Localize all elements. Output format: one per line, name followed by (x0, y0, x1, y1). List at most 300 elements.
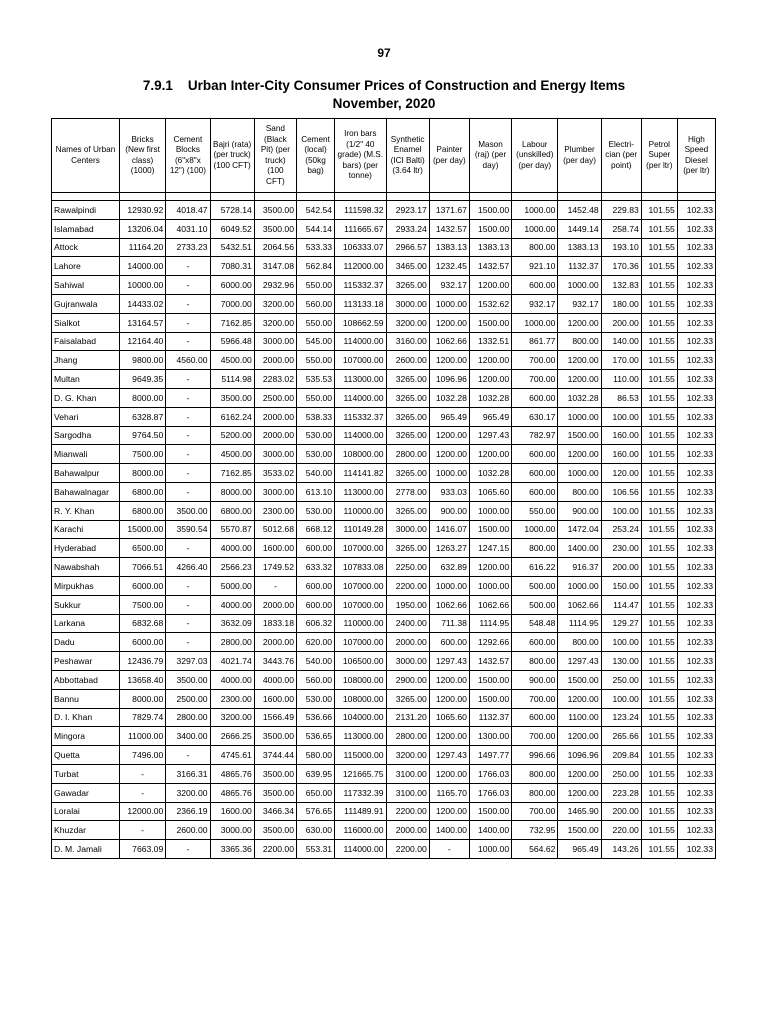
price-cell: 1449.14 (558, 219, 601, 238)
price-cell: - (254, 576, 296, 595)
price-cell: 650.00 (296, 783, 334, 802)
price-cell: 550.00 (296, 388, 334, 407)
price-cell: 114000.00 (335, 840, 386, 859)
price-cell: 1452.48 (558, 201, 601, 220)
price-cell: 200.00 (601, 558, 641, 577)
price-cell: 1383.13 (429, 238, 469, 257)
price-cell: 101.55 (641, 539, 677, 558)
price-cell: 535.53 (296, 370, 334, 389)
price-cell: 1200.00 (558, 370, 601, 389)
price-cell: 8000.00 (119, 464, 165, 483)
price-cell: 632.89 (429, 558, 469, 577)
price-cell: 1200.00 (429, 802, 469, 821)
price-cell: 1400.00 (469, 821, 511, 840)
price-cell: 8000.00 (119, 388, 165, 407)
price-cell: 700.00 (512, 802, 558, 821)
price-cell: 6832.68 (119, 614, 165, 633)
price-cell: 2000.00 (254, 407, 296, 426)
price-cell: 123.24 (601, 708, 641, 727)
price-cell: 106333.07 (335, 238, 386, 257)
price-cell: 13206.04 (119, 219, 165, 238)
price-cell: 101.55 (641, 576, 677, 595)
price-cell: 932.17 (429, 276, 469, 295)
city-name-cell: D. I. Khan (52, 708, 120, 727)
price-cell: 101.55 (641, 426, 677, 445)
price-cell: 120.00 (601, 464, 641, 483)
table-row (52, 708, 716, 727)
column-header: Painter (per day) (429, 119, 469, 193)
price-cell: 114.47 (601, 595, 641, 614)
price-cell: 1400.00 (429, 821, 469, 840)
price-cell: 2600.00 (166, 821, 210, 840)
price-cell: 2300.00 (254, 501, 296, 520)
price-cell: 1200.00 (558, 351, 601, 370)
price-cell: 101.55 (641, 840, 677, 859)
price-cell: 3265.00 (386, 501, 429, 520)
price-cell: 7663.09 (119, 840, 165, 859)
price-cell: 500.00 (512, 576, 558, 595)
price-cell: - (166, 614, 210, 633)
price-cell: 1200.00 (429, 426, 469, 445)
price-cell: 1500.00 (469, 219, 511, 238)
price-cell: 8000.00 (119, 689, 165, 708)
price-cell: 1297.43 (429, 652, 469, 671)
price-cell: 3265.00 (386, 407, 429, 426)
price-cell: 2366.19 (166, 802, 210, 821)
table-row (52, 501, 716, 520)
price-cell: 108662.59 (335, 313, 386, 332)
price-cell: 2966.57 (386, 238, 429, 257)
city-name-cell: Vehari (52, 407, 120, 426)
price-cell: 115332.37 (335, 407, 386, 426)
price-cell: 530.00 (296, 445, 334, 464)
price-cell: 107000.00 (335, 633, 386, 652)
price-cell: 600.00 (512, 276, 558, 295)
price-cell: 3200.00 (254, 294, 296, 313)
column-header: Electri- cian (per point) (601, 119, 641, 193)
price-cell: 110000.00 (335, 501, 386, 520)
city-name-cell: D. M. Jamali (52, 840, 120, 859)
price-cell: 3200.00 (166, 783, 210, 802)
price-cell: 102.33 (677, 746, 715, 765)
price-cell: 1292.66 (469, 633, 511, 652)
column-header: Names of Urban Centers (52, 119, 120, 193)
price-cell: 1000.00 (512, 219, 558, 238)
city-name-cell: Larkana (52, 614, 120, 633)
price-cell: 102.33 (677, 201, 715, 220)
price-cell: 576.65 (296, 802, 334, 821)
price-cell: 1200.00 (429, 727, 469, 746)
price-cell: 1132.37 (469, 708, 511, 727)
city-name-cell: Peshawar (52, 652, 120, 671)
price-cell: 1500.00 (469, 802, 511, 821)
price-cell: 1000.00 (558, 576, 601, 595)
city-name-cell: Gawadar (52, 783, 120, 802)
price-cell: 2500.00 (166, 689, 210, 708)
table-row (52, 482, 716, 501)
table-row (52, 351, 716, 370)
price-cell: 1432.57 (469, 257, 511, 276)
price-cell: 540.00 (296, 464, 334, 483)
price-cell: 230.00 (601, 539, 641, 558)
price-cell: 1749.52 (254, 558, 296, 577)
price-cell: 1062.66 (429, 332, 469, 351)
price-cell: 101.55 (641, 332, 677, 351)
price-cell: 1200.00 (429, 313, 469, 332)
title-line-1: 7.9.1 Urban Inter-City Consumer Prices of Construction and Energy Items (142, 78, 626, 93)
price-cell: 2250.00 (386, 558, 429, 577)
price-cell: 5432.51 (210, 238, 254, 257)
price-cell: - (166, 482, 210, 501)
price-cell: 101.55 (641, 313, 677, 332)
price-cell: 11000.00 (119, 727, 165, 746)
city-name-cell: Hyderabad (52, 539, 120, 558)
price-cell: 3147.08 (254, 257, 296, 276)
price-cell: 4865.76 (210, 764, 254, 783)
price-cell: 1497.77 (469, 746, 511, 765)
price-cell: 3500.00 (166, 670, 210, 689)
price-cell: 965.49 (429, 407, 469, 426)
price-cell: 102.33 (677, 614, 715, 633)
price-cell: 250.00 (601, 764, 641, 783)
price-cell: 102.33 (677, 764, 715, 783)
price-cell: 101.55 (641, 388, 677, 407)
price-cell: 800.00 (512, 652, 558, 671)
price-cell: 2800.00 (386, 445, 429, 464)
price-cell: 116000.00 (335, 821, 386, 840)
table-row (52, 783, 716, 802)
price-cell: 1000.00 (469, 840, 511, 859)
price-cell: 4031.10 (166, 219, 210, 238)
price-cell: 2000.00 (386, 633, 429, 652)
price-cell: 700.00 (512, 351, 558, 370)
price-cell: 700.00 (512, 727, 558, 746)
price-cell: 562.84 (296, 257, 334, 276)
price-cell: 2933.24 (386, 219, 429, 238)
city-name-cell: Lahore (52, 257, 120, 276)
price-cell: 2200.00 (254, 840, 296, 859)
price-cell: 101.55 (641, 821, 677, 840)
price-cell: 2200.00 (386, 802, 429, 821)
page-title (0, 77, 768, 113)
price-cell: 102.33 (677, 840, 715, 859)
price-cell: 11164.20 (119, 238, 165, 257)
price-cell: 965.49 (558, 840, 601, 859)
price-cell: 800.00 (512, 238, 558, 257)
price-cell: - (166, 539, 210, 558)
table-row (52, 746, 716, 765)
price-cell: 102.33 (677, 464, 715, 483)
city-name-cell: Sialkot (52, 313, 120, 332)
price-cell: - (119, 783, 165, 802)
price-cell: 538.33 (296, 407, 334, 426)
spacer-cell (119, 193, 165, 201)
price-cell: 5966.48 (210, 332, 254, 351)
table-row (52, 370, 716, 389)
price-cell: - (166, 388, 210, 407)
price-cell: 110149.28 (335, 520, 386, 539)
price-cell: 1032.28 (558, 388, 601, 407)
table-row (52, 576, 716, 595)
price-cell: 101.55 (641, 746, 677, 765)
price-cell: 5728.14 (210, 201, 254, 220)
price-cell: 250.00 (601, 670, 641, 689)
city-name-cell: Multan (52, 370, 120, 389)
price-cell: 5200.00 (210, 426, 254, 445)
price-cell: - (166, 257, 210, 276)
price-cell: 3100.00 (386, 764, 429, 783)
spacer-cell (429, 193, 469, 201)
price-cell: 4000.00 (210, 670, 254, 689)
table-row (52, 539, 716, 558)
price-cell: 102.33 (677, 708, 715, 727)
price-cell: 180.00 (601, 294, 641, 313)
price-cell: 117332.39 (335, 783, 386, 802)
city-name-cell: Jhang (52, 351, 120, 370)
price-cell: 1472.04 (558, 520, 601, 539)
city-name-cell: Nawabshah (52, 558, 120, 577)
price-cell: 580.00 (296, 746, 334, 765)
price-cell: 550.00 (296, 276, 334, 295)
city-name-cell: Turbat (52, 764, 120, 783)
price-cell: 1032.28 (469, 388, 511, 407)
prices-table (51, 118, 716, 859)
price-cell: 1383.13 (558, 238, 601, 257)
price-cell: 530.00 (296, 426, 334, 445)
price-cell: 101.55 (641, 482, 677, 501)
price-cell: 1465.90 (558, 802, 601, 821)
column-header: Petrol Super (per ltr) (641, 119, 677, 193)
price-cell: - (166, 445, 210, 464)
price-cell: 1000.00 (512, 520, 558, 539)
city-name-cell: Faisalabad (52, 332, 120, 351)
price-cell: 536.65 (296, 727, 334, 746)
price-cell: 101.55 (641, 708, 677, 727)
price-cell: 2300.00 (210, 689, 254, 708)
price-cell: 8000.00 (210, 482, 254, 501)
price-cell: 102.33 (677, 652, 715, 671)
price-cell: 1200.00 (429, 670, 469, 689)
price-cell: - (166, 426, 210, 445)
price-cell: 1400.00 (558, 539, 601, 558)
price-cell: 3500.00 (254, 201, 296, 220)
price-cell: 5114.98 (210, 370, 254, 389)
price-cell: 800.00 (558, 332, 601, 351)
price-cell: 1200.00 (469, 558, 511, 577)
price-cell: - (166, 633, 210, 652)
price-cell: 9800.00 (119, 351, 165, 370)
spacer-cell (512, 193, 558, 201)
city-name-cell: Sukkur (52, 595, 120, 614)
price-cell: 2923.17 (386, 201, 429, 220)
price-cell: 1200.00 (469, 276, 511, 295)
city-name-cell: Dadu (52, 633, 120, 652)
column-header: Iron bars (1/2" 40 grade) (M.S. bars) (per tonne) (335, 119, 386, 193)
price-cell: 600.00 (296, 539, 334, 558)
price-cell: 7000.00 (210, 294, 254, 313)
price-cell: 782.97 (512, 426, 558, 445)
price-cell: 102.33 (677, 238, 715, 257)
price-cell: - (166, 746, 210, 765)
price-cell: 102.33 (677, 257, 715, 276)
column-header: Plumber (per day) (558, 119, 601, 193)
price-cell: 3265.00 (386, 388, 429, 407)
city-name-cell: Abbottabad (52, 670, 120, 689)
price-cell: 1600.00 (254, 689, 296, 708)
price-cell: 1200.00 (558, 445, 601, 464)
price-cell: 1297.43 (558, 652, 601, 671)
price-cell: 711.38 (429, 614, 469, 633)
price-cell: 2283.02 (254, 370, 296, 389)
table-row (52, 802, 716, 821)
price-cell: 1062.66 (429, 595, 469, 614)
price-cell: 170.36 (601, 257, 641, 276)
price-cell: 101.55 (641, 670, 677, 689)
city-name-cell: Khuzdar (52, 821, 120, 840)
price-cell: 3000.00 (386, 652, 429, 671)
price-cell: 3297.03 (166, 652, 210, 671)
price-cell: 102.33 (677, 426, 715, 445)
price-cell: 548.48 (512, 614, 558, 633)
price-cell: 1432.57 (429, 219, 469, 238)
price-cell: 229.83 (601, 201, 641, 220)
price-cell: 107000.00 (335, 595, 386, 614)
spacer-cell (166, 193, 210, 201)
price-cell: 1200.00 (558, 689, 601, 708)
price-cell: 613.10 (296, 482, 334, 501)
price-cell: 3744.44 (254, 746, 296, 765)
price-cell: 13164.57 (119, 313, 165, 332)
price-cell: 1600.00 (210, 802, 254, 821)
price-cell: 3200.00 (210, 708, 254, 727)
price-cell: 115000.00 (335, 746, 386, 765)
price-cell: 1500.00 (469, 201, 511, 220)
price-cell: 6000.00 (119, 633, 165, 652)
price-cell: 113000.00 (335, 727, 386, 746)
price-cell: 6000.00 (119, 576, 165, 595)
price-cell: 3000.00 (210, 821, 254, 840)
table-body (52, 193, 716, 859)
price-cell: 170.00 (601, 351, 641, 370)
price-cell: 1300.00 (469, 727, 511, 746)
price-cell: 1065.60 (429, 708, 469, 727)
price-cell: 101.55 (641, 276, 677, 295)
price-cell: 530.00 (296, 501, 334, 520)
price-cell: 1500.00 (558, 426, 601, 445)
price-cell: 1532.62 (469, 294, 511, 313)
price-cell: 3000.00 (254, 482, 296, 501)
price-cell: 6328.87 (119, 407, 165, 426)
price-cell: 3365.36 (210, 840, 254, 859)
price-cell: 102.33 (677, 219, 715, 238)
price-cell: 102.33 (677, 332, 715, 351)
price-cell: 3265.00 (386, 539, 429, 558)
price-cell: 1000.00 (512, 313, 558, 332)
price-cell: 3200.00 (386, 746, 429, 765)
price-cell: 544.14 (296, 219, 334, 238)
price-cell: 2000.00 (254, 633, 296, 652)
spacer-cell (558, 193, 601, 201)
price-cell: 102.33 (677, 294, 715, 313)
price-cell: 630.17 (512, 407, 558, 426)
city-name-cell: Sargodha (52, 426, 120, 445)
price-cell: 4000.00 (210, 539, 254, 558)
price-cell: 616.22 (512, 558, 558, 577)
price-cell: - (166, 276, 210, 295)
table-row (52, 821, 716, 840)
column-header: Bricks (New first class) (1000) (119, 119, 165, 193)
price-cell: 600.00 (296, 595, 334, 614)
table-row (52, 313, 716, 332)
price-cell: 600.00 (296, 576, 334, 595)
table-row (52, 445, 716, 464)
price-cell: 100.00 (601, 689, 641, 708)
price-cell: 102.33 (677, 783, 715, 802)
price-cell: 932.17 (512, 294, 558, 313)
price-cell: 1000.00 (429, 576, 469, 595)
price-cell: 732.95 (512, 821, 558, 840)
price-cell: 114000.00 (335, 332, 386, 351)
price-cell: 3500.00 (166, 501, 210, 520)
price-cell: 2200.00 (386, 576, 429, 595)
price-cell: 4745.61 (210, 746, 254, 765)
price-cell: 102.33 (677, 501, 715, 520)
price-cell: - (166, 576, 210, 595)
price-cell: 1032.28 (429, 388, 469, 407)
price-cell: 108000.00 (335, 670, 386, 689)
price-cell: 1062.66 (558, 595, 601, 614)
price-cell: 102.33 (677, 520, 715, 539)
price-cell: 564.62 (512, 840, 558, 859)
column-header: Mason (raj) (per day) (469, 119, 511, 193)
price-cell: 102.33 (677, 276, 715, 295)
price-cell: 2064.56 (254, 238, 296, 257)
price-cell: 102.33 (677, 482, 715, 501)
price-cell: 200.00 (601, 802, 641, 821)
price-cell: 7162.85 (210, 464, 254, 483)
price-cell: 1200.00 (429, 689, 469, 708)
price-cell: 3500.00 (210, 388, 254, 407)
price-cell: 2000.00 (254, 351, 296, 370)
price-cell: 102.33 (677, 633, 715, 652)
city-name-cell: Attock (52, 238, 120, 257)
price-cell: 1500.00 (558, 670, 601, 689)
table-header-row (52, 119, 716, 193)
table-row (52, 426, 716, 445)
table-row (52, 257, 716, 276)
price-cell: 3200.00 (386, 313, 429, 332)
column-header: Cement Blocks (6"x8"x 12") (100) (166, 119, 210, 193)
price-cell: 101.55 (641, 764, 677, 783)
price-cell: 550.00 (296, 351, 334, 370)
city-name-cell: Bahawalpur (52, 464, 120, 483)
price-cell: 1200.00 (429, 351, 469, 370)
price-cell: 223.28 (601, 783, 641, 802)
price-cell: 2666.25 (210, 727, 254, 746)
price-cell: 3500.00 (254, 764, 296, 783)
spacer-cell (335, 193, 386, 201)
price-cell: 102.33 (677, 727, 715, 746)
price-cell: 101.55 (641, 783, 677, 802)
spacer-cell (254, 193, 296, 201)
price-cell: 1200.00 (429, 764, 469, 783)
price-cell: 102.33 (677, 407, 715, 426)
title-line-2: November, 2020 (332, 96, 436, 111)
price-cell: 545.00 (296, 332, 334, 351)
price-cell: 2566.23 (210, 558, 254, 577)
price-cell: 3265.00 (386, 426, 429, 445)
price-cell: 14000.00 (119, 257, 165, 276)
